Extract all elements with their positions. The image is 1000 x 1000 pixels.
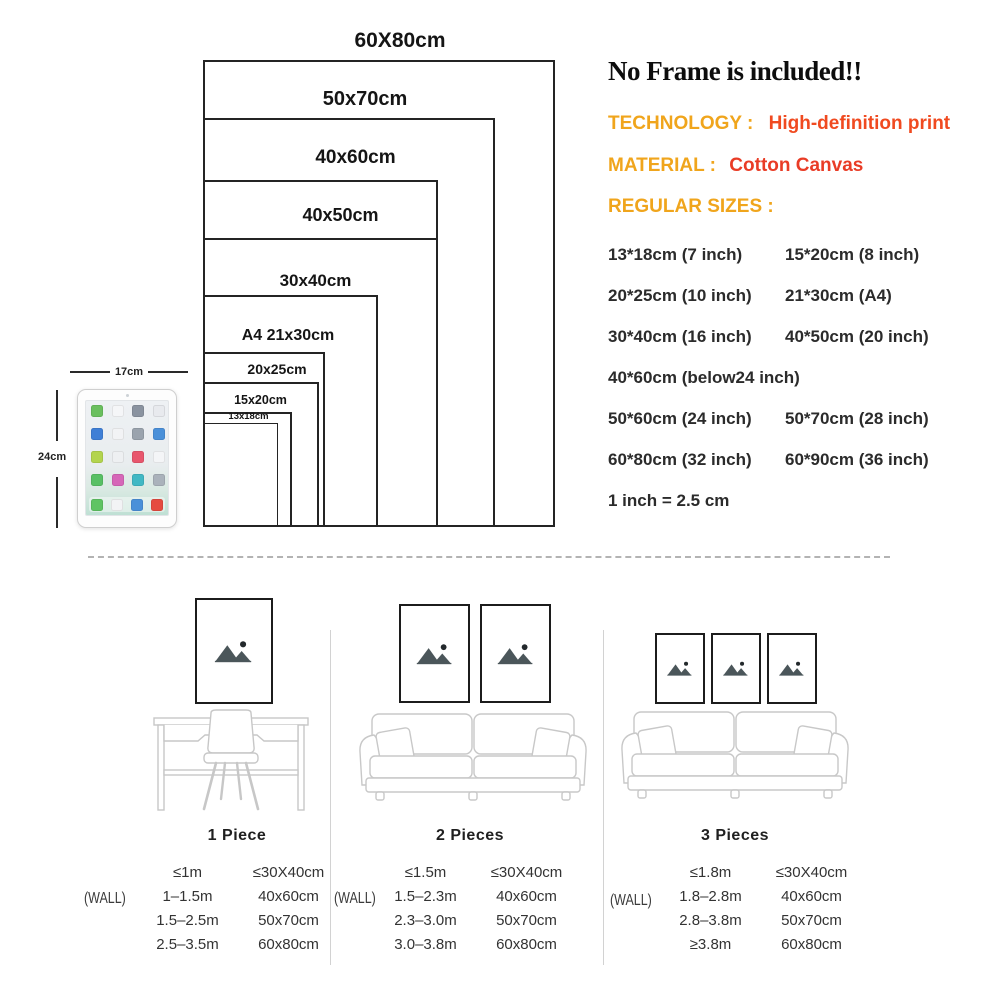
tablet-camera-dot <box>126 394 129 397</box>
art-frame <box>480 604 551 703</box>
size-list-row: 20*25cm (10 inch) 21*30cm (A4) <box>608 286 892 305</box>
table-row: 1.5–2.3m 40x60cm <box>394 887 557 905</box>
wall-label: (WALL) <box>610 892 652 909</box>
size-rect-label: 40x60cm <box>315 147 396 168</box>
technology-value: High-definition print <box>768 113 951 134</box>
wall-label: (WALL) <box>334 890 376 907</box>
regular-sizes-list <box>608 243 929 513</box>
image-placeholder-icon <box>496 642 536 666</box>
dimension-line <box>56 390 58 441</box>
panel-divider <box>603 630 604 965</box>
desk-chair-sketch <box>152 710 312 813</box>
size-list-row: 40*60cm (below24 inch) <box>608 368 800 387</box>
material-line <box>608 155 863 177</box>
image-placeholder-icon <box>666 660 694 677</box>
image-placeholder-icon <box>415 642 455 666</box>
image-placeholder-icon <box>213 639 255 664</box>
tablet-height-dimension: 24cm <box>38 451 67 463</box>
art-frame <box>711 633 761 704</box>
art-frame <box>195 598 273 704</box>
art-frame <box>655 633 705 704</box>
tablet-dock <box>89 497 165 512</box>
wall-label: (WALL) <box>84 890 126 907</box>
table-row: ≤1.8m ≤30X40cm <box>689 863 848 881</box>
art-frame <box>399 604 470 703</box>
table-row: 1.5–2.5m 50x70cm <box>156 911 319 929</box>
table-row: 2.8–3.8m 50x70cm <box>679 911 842 929</box>
size-rect-label: A4 21x30cm <box>241 327 335 344</box>
sofa-sketch <box>356 708 590 803</box>
size-rect-label: 40x50cm <box>302 205 379 225</box>
dimension-line <box>70 371 110 373</box>
table-row: 2.3–3.0m 50x70cm <box>394 911 557 929</box>
pieces-count-label: 2 Pieces <box>435 827 505 844</box>
tablet-screen <box>85 400 169 516</box>
size-list-row: 13*18cm (7 inch) 15*20cm (8 inch) <box>608 245 920 264</box>
sofa-sketch <box>618 706 852 801</box>
tablet-width-dimension: 17cm <box>70 366 188 378</box>
material-value: Cotton Canvas <box>729 155 864 176</box>
size-rect-label: 15x20cm <box>234 393 287 407</box>
image-placeholder-icon <box>778 660 806 677</box>
size-list-row: 30*40cm (16 inch) 40*50cm (20 inch) <box>608 327 929 346</box>
table-row: ≥3.8m 60x80cm <box>689 935 842 953</box>
wall-size-table <box>140 860 336 956</box>
size-rect-13x18 <box>203 423 278 527</box>
no-frame-title: No Frame is included!! <box>608 56 862 86</box>
size-rect-label: 60X80cm <box>354 29 446 52</box>
art-frame <box>767 633 817 704</box>
pieces-count-label: 1 Piece <box>207 827 267 844</box>
tablet-app-icons <box>91 405 163 486</box>
image-placeholder-icon <box>722 660 750 677</box>
table-row: 1.8–2.8m 40x60cm <box>679 887 842 905</box>
dimension-line <box>56 477 58 528</box>
size-rect-label: 13x18cm <box>228 411 269 422</box>
size-list-row: 60*80cm (32 inch) 60*90cm (36 inch) <box>608 450 929 469</box>
size-rect-label: 30x40cm <box>279 271 352 290</box>
table-row: 1–1.5m 40x60cm <box>162 887 319 905</box>
table-row: ≤1m ≤30X40cm <box>172 863 325 881</box>
pieces-count-label: 3 Pieces <box>700 827 770 844</box>
tablet-scale-reference <box>77 389 177 528</box>
dimension-line <box>148 371 188 373</box>
technology-line <box>608 113 950 135</box>
wall-size-table <box>663 860 859 956</box>
table-row: 2.5–3.5m 60x80cm <box>156 935 319 953</box>
table-row: 3.0–3.8m 60x80cm <box>394 935 557 953</box>
size-list-row: 1 inch = 2.5 cm <box>608 491 730 510</box>
regular-sizes-heading: REGULAR SIZES : <box>608 196 774 217</box>
technology-label: TECHNOLOGY : <box>608 113 754 134</box>
dashed-section-divider <box>88 556 890 558</box>
size-rect-label: 50x70cm <box>322 88 408 110</box>
size-rect-label: 20x25cm <box>247 361 307 377</box>
wall-size-table <box>378 860 574 956</box>
material-label: MATERIAL : <box>608 155 717 176</box>
size-list-row: 50*60cm (24 inch) 50*70cm (28 inch) <box>608 409 929 428</box>
table-row: ≤1.5m ≤30X40cm <box>404 863 563 881</box>
